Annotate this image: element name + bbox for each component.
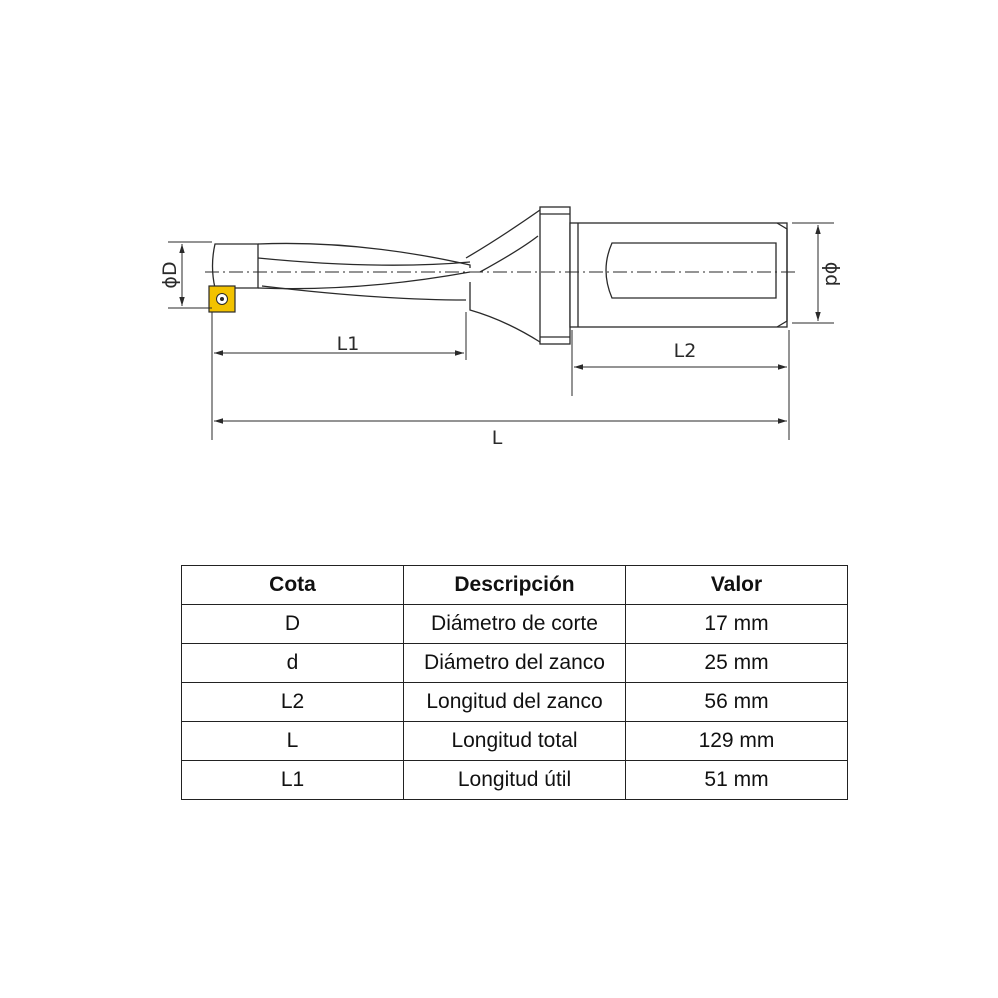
drill-body [213,207,788,344]
header-valor: Valor [626,566,848,605]
cell-descripcion: Longitud del zanco [404,683,626,722]
cell-descripcion: Diámetro del zanco [404,644,626,683]
cell-valor: 17 mm [626,605,848,644]
dimensions-table [181,565,848,800]
cell-valor: 56 mm [626,683,848,722]
table-row [182,605,848,644]
cell-cota: d [182,644,404,683]
header-descripcion: Descripción [404,566,626,605]
label-L: L [491,427,503,449]
label-L2: L2 [673,340,697,362]
header-cota: Cota [182,566,404,605]
cell-valor: 25 mm [626,644,848,683]
cell-valor: 51 mm [626,761,848,800]
cell-valor: 129 mm [626,722,848,761]
cell-cota: D [182,605,404,644]
label-L1: L1 [336,333,360,355]
cell-descripcion: Diámetro de corte [404,605,626,644]
cutting-insert-icon [209,286,235,312]
table-row [182,683,848,722]
cell-descripcion: Longitud útil [404,761,626,800]
table-row [182,722,848,761]
cell-cota: L [182,722,404,761]
label-phi-d: ϕd [821,261,843,287]
cell-cota: L1 [182,761,404,800]
cell-cota: L2 [182,683,404,722]
cell-descripcion: Longitud total [404,722,626,761]
label-phi-D: ϕD [159,261,181,289]
table-header-row [182,566,848,605]
table-row [182,761,848,800]
table-row [182,644,848,683]
